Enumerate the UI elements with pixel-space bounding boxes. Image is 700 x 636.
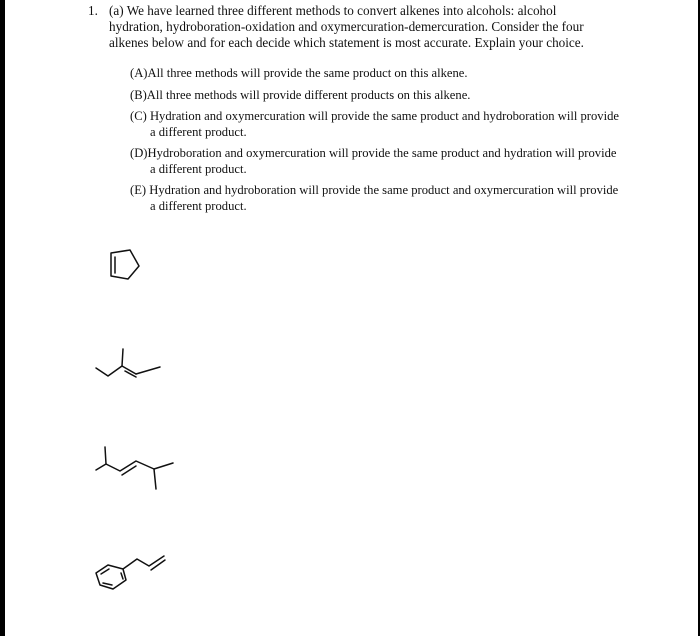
choice-text: All three methods will provide different products on this alkene. [146,87,471,102]
choice-text: Hydroboration and oxymercuration will provide the same product and hydration will provide a different product. [147,146,617,176]
choice-c [130,109,620,140]
question-text: (a) We have learned three different methods to convert alkenes into alcohols: alcohol hydration, hydroboration-oxidation and oxymercuration-demercuration. Consider the four alkenes below and for each decide which statement is most accurate. Explain your choice. [109,3,584,50]
structure-allylbenzene [88,545,178,595]
choice-letter: (C) [130,109,147,123]
choice-text: Hydration and oxymercuration will provide the same product and hydroboration will provide a different product. [149,109,619,139]
choice-b [130,88,620,104]
choice-letter: (A) [130,66,148,80]
structure-cyclopentene [100,240,150,285]
structure-2-methyl-2-pentene [90,340,170,385]
answer-choices [130,66,620,220]
choice-letter: (B) [130,87,147,102]
choice-text: All three methods will provide the same product on this alkene. [147,66,468,80]
structure-2-5-dimethyl-3-hexene [90,440,190,495]
choice-e [130,183,620,214]
left-edge-border [0,0,5,636]
choice-letter: (E) [130,183,147,197]
choice-d [130,146,620,177]
choice-letter: (D) [130,146,148,160]
question-number: 1. [88,3,98,18]
choice-a [130,66,620,82]
choice-text: Hydration and hydroboration will provide the same product and oxymercuration will provide a different product. [149,183,619,213]
